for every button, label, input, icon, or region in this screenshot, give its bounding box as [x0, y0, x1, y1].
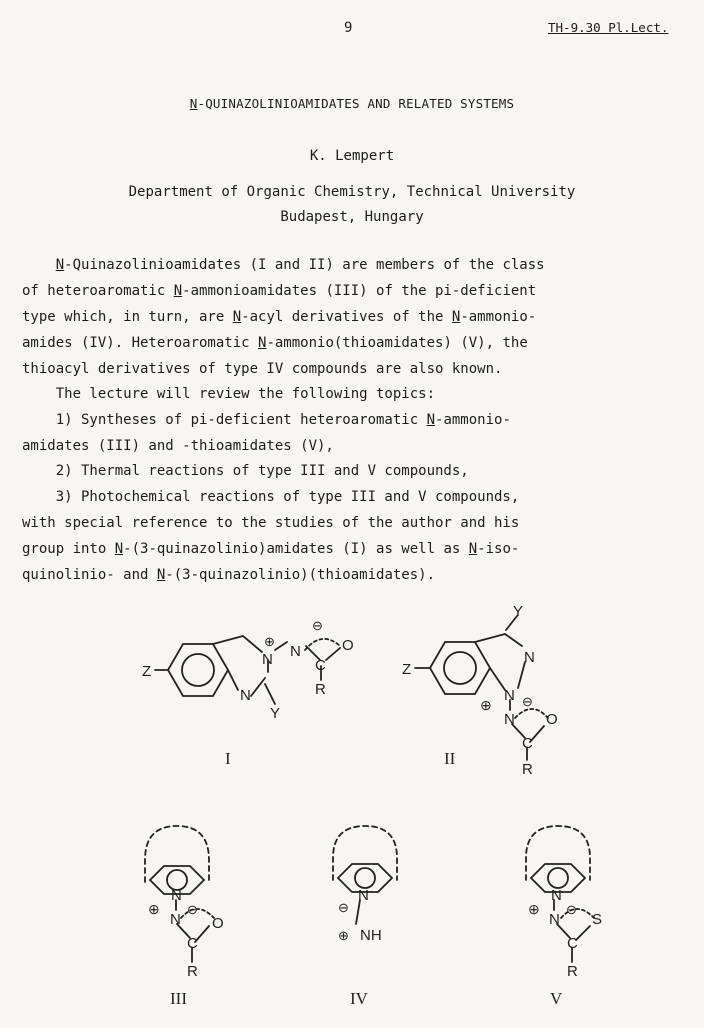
structure-II-Z: Z	[402, 661, 412, 678]
structure-II-plus: ⊕	[480, 697, 492, 713]
body-line-10: 3) Photochemical reactions of type III and V compounds,	[22, 489, 520, 505]
structure-I-R: R	[315, 681, 326, 698]
structure-III-R: R	[187, 963, 198, 980]
structure-I-Z: Z	[142, 663, 152, 680]
structure-I-C: C	[315, 657, 326, 674]
body-line-2: of heteroaromatic N-ammonioamidates (III) of the pi-deficient	[22, 283, 537, 299]
structure-II-label: II	[444, 749, 456, 768]
body-line-8: amidates (III) and -thioamidates (V),	[22, 438, 334, 454]
structure-II-Y: Y	[513, 603, 524, 620]
structure-V-S: S	[592, 911, 603, 928]
structure-I-O: O	[342, 637, 354, 654]
structure-III-C: C	[187, 935, 198, 952]
body-line-1: N-Quinazolinioamidates (I and II) are members of the class	[55, 257, 545, 273]
structure-III-plus: ⊕	[148, 901, 160, 917]
structure-I-Nexo: N	[290, 643, 301, 660]
author: K. Lempert	[309, 148, 395, 164]
structure-IV-plus: ⊕	[338, 928, 349, 943]
structure-II-R: R	[522, 761, 533, 778]
structure-I-N2: N	[240, 687, 251, 704]
structure-I-label: I	[225, 749, 231, 768]
structure-I-minus: ⊖	[312, 618, 323, 633]
structure-V-N2: N	[549, 911, 560, 928]
structure-III-O: O	[212, 915, 224, 932]
structure-IV-label: IV	[350, 989, 368, 1008]
structure-V-minus: ⊖	[566, 902, 577, 917]
body-line-7: 1) Syntheses of pi-deficient heteroaromatic N-ammonio-	[22, 412, 511, 428]
body-line-13: quinolinio- and N-(3-quinazolinio)(thioamidates).	[22, 567, 436, 583]
reference-code: TH-9.30 Pl.Lect.	[548, 20, 669, 35]
structure-IV-NH: NH	[360, 927, 382, 944]
structure-I-plus: ⊕	[264, 634, 275, 649]
body-line-5: thioacyl derivatives of type IV compounds are also known.	[22, 361, 503, 377]
structure-I-Y: Y	[270, 705, 281, 722]
structure-V-R: R	[567, 963, 578, 980]
structure-III-N2: N	[170, 911, 181, 928]
structure-III-N1: N	[171, 887, 182, 904]
structure-III-minus: ⊖	[187, 902, 198, 917]
structure-IV-N1: N	[358, 887, 369, 904]
structure-III-label: III	[170, 989, 187, 1008]
body-line-3: type which, in turn, are N-acyl derivatives of the N-ammonio-	[22, 309, 537, 325]
body-line-11: with special reference to the studies of the author and his	[22, 515, 520, 531]
body-line-6: The lecture will review the following topics:	[22, 386, 436, 402]
structure-I-N1: N	[262, 651, 273, 668]
structure-V-plus: ⊕	[528, 901, 540, 917]
structure-V-label: V	[550, 989, 563, 1008]
structure-II-C: C	[522, 735, 533, 752]
structure-II-N1: N	[524, 649, 535, 666]
structure-II-O: O	[546, 711, 558, 728]
structure-IV-minus: ⊖	[338, 900, 349, 915]
body-line-4: amides (IV). Heteroaromatic N-ammonio(thioamidates) (V), the	[22, 335, 528, 351]
structure-II-N2: N	[504, 687, 515, 704]
paper-title: N-QUINAZOLINIOAMIDATES AND RELATED SYSTEMS	[189, 96, 515, 111]
affiliation	[0, 180, 704, 230]
body-line-12: group into N-(3-quinazolinio)amidates (I) as well as N-iso-	[22, 541, 520, 557]
body-line-9: 2) Thermal reactions of type III and V compounds,	[22, 463, 469, 479]
structure-II-minus: ⊖	[522, 694, 533, 709]
structure-V-C: C	[567, 935, 578, 952]
chemical-structures	[0, 600, 704, 1028]
structure-V-N1: N	[551, 887, 562, 904]
affiliation-line-2: Budapest, Hungary	[280, 209, 424, 225]
page-number: 9	[344, 20, 353, 36]
affiliation-line-1: Department of Organic Chemistry, Technical University	[128, 184, 576, 200]
structure-II-Nexo: N	[504, 711, 515, 728]
